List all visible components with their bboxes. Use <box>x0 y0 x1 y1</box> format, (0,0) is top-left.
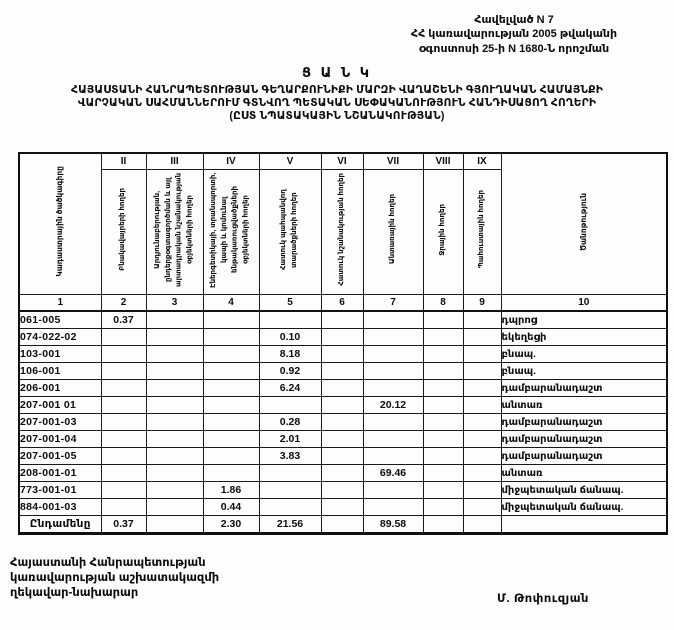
roman-VI: VI <box>321 153 363 170</box>
col-number-2: 2 <box>101 295 146 312</box>
area-value-cell <box>146 380 203 397</box>
signatory-line-1: Հայաստանի Հանրապետության <box>10 557 206 569</box>
area-value-cell <box>203 380 259 397</box>
col-header-settlement-lands: Բնակավայրերի հողեր <box>101 170 146 295</box>
table-row <box>19 465 667 482</box>
col-header-infrastructure-lands: Էներգետիկայի, տրանսպորտի, կապի և կոմունալ ենթակառուցվածքների օբյեկտների հողեր <box>203 170 259 295</box>
total-label-cell: Ընդամենը <box>19 516 101 534</box>
appendix-line-2: ՀՀ կառավարության 2005 թվականի <box>410 28 618 41</box>
area-value-cell <box>101 363 146 380</box>
area-value-cell <box>423 414 463 431</box>
appendix-line-1: Հավելված N 7 <box>474 14 554 26</box>
area-value-cell <box>463 414 501 431</box>
table-row <box>19 311 667 329</box>
table-row <box>19 397 667 414</box>
table-body <box>19 311 667 534</box>
roman-VII: VII <box>363 153 423 170</box>
cadastral-code-cell: 106-001 <box>19 363 101 380</box>
area-value-cell <box>321 499 363 516</box>
col-number-4: 4 <box>203 295 259 312</box>
area-value-cell <box>321 380 363 397</box>
area-value-cell <box>363 499 423 516</box>
table-row <box>19 431 667 448</box>
area-value-cell <box>463 311 501 329</box>
area-value-cell <box>101 380 146 397</box>
area-value-cell: 0.10 <box>259 329 321 346</box>
area-value-cell <box>101 414 146 431</box>
area-value-cell <box>146 499 203 516</box>
table-row <box>19 482 667 499</box>
area-value-cell <box>203 311 259 329</box>
area-value-cell <box>363 311 423 329</box>
area-value-cell <box>146 311 203 329</box>
area-value-cell: 3.83 <box>259 448 321 465</box>
area-value-cell <box>203 465 259 482</box>
note-cell <box>501 516 667 534</box>
area-value-cell <box>363 414 423 431</box>
area-value-cell <box>423 431 463 448</box>
area-value-cell: 2.30 <box>203 516 259 534</box>
area-value-cell <box>259 465 321 482</box>
area-value-cell <box>203 363 259 380</box>
cadastral-code-cell: 207-001-03 <box>19 414 101 431</box>
area-value-cell <box>363 380 423 397</box>
area-value-cell <box>321 311 363 329</box>
area-value-cell <box>146 363 203 380</box>
area-value-cell <box>259 397 321 414</box>
area-value-cell: 21.56 <box>259 516 321 534</box>
area-value-cell <box>423 380 463 397</box>
note-cell: դամբարանադաշտ <box>501 431 667 448</box>
area-value-cell <box>203 414 259 431</box>
note-cell: միջպետական ճանապ. <box>501 482 667 499</box>
appendix-line-3: օգոստոսի 25-ի N 1680-Ն որոշման <box>418 42 610 55</box>
area-value-cell <box>101 329 146 346</box>
note-cell: անտառ <box>501 397 667 414</box>
signatory-line-2: կառավարության աշխատակազմի <box>10 571 220 584</box>
area-value-cell: 2.01 <box>259 431 321 448</box>
area-value-cell <box>423 516 463 534</box>
area-value-cell <box>203 329 259 346</box>
area-value-cell <box>463 448 501 465</box>
note-cell: բնապ. <box>501 363 667 380</box>
area-value-cell: 0.44 <box>203 499 259 516</box>
area-value-cell <box>423 499 463 516</box>
col-number-8: 8 <box>423 295 463 312</box>
roman-numeral-row <box>19 153 667 170</box>
area-value-cell: 0.92 <box>259 363 321 380</box>
note-cell: եկեղեցի <box>501 329 667 346</box>
area-value-cell <box>363 363 423 380</box>
area-value-cell <box>146 346 203 363</box>
area-value-cell <box>363 448 423 465</box>
cadastral-code-cell: 773-001-01 <box>19 482 101 499</box>
subtitle-line-3: (ԸՍՏ ՆՊԱՏԱԿԱՅԻՆ ՆՇԱՆԱԿՈՒԹՅԱՆ) <box>229 110 445 123</box>
area-value-cell <box>423 363 463 380</box>
cadastral-code-cell: 206-001 <box>19 380 101 397</box>
note-cell: բնապ. <box>501 346 667 363</box>
area-value-cell <box>363 346 423 363</box>
area-value-cell <box>321 482 363 499</box>
col-number-5: 5 <box>259 295 321 312</box>
area-value-cell <box>259 311 321 329</box>
note-cell: դամբարանադաշտ <box>501 380 667 397</box>
col-header-cadastral-code: Կադաստրային ծածկագիրը <box>19 153 101 295</box>
col-number-3: 3 <box>146 295 203 312</box>
area-value-cell <box>101 397 146 414</box>
area-value-cell: 0.28 <box>259 414 321 431</box>
note-cell: անտառ <box>501 465 667 482</box>
area-value-cell <box>321 363 363 380</box>
roman-V: V <box>259 153 321 170</box>
area-value-cell <box>321 448 363 465</box>
area-value-cell <box>101 448 146 465</box>
total-row <box>19 516 667 534</box>
col-number-7: 7 <box>363 295 423 312</box>
note-cell: դպրոց <box>501 311 667 329</box>
area-value-cell <box>321 329 363 346</box>
area-value-cell <box>463 516 501 534</box>
table-row <box>19 329 667 346</box>
area-value-cell <box>463 397 501 414</box>
col-number-1: 1 <box>19 295 101 312</box>
table-row <box>19 363 667 380</box>
cadastral-code-cell: 884-001-03 <box>19 499 101 516</box>
table-row <box>19 346 667 363</box>
area-value-cell <box>363 329 423 346</box>
area-value-cell <box>146 448 203 465</box>
area-value-cell <box>321 346 363 363</box>
area-value-cell <box>321 397 363 414</box>
roman-VIII: VIII <box>423 153 463 170</box>
column-number-row <box>19 295 667 312</box>
area-value-cell <box>101 499 146 516</box>
area-value-cell <box>101 431 146 448</box>
cadastral-code-cell: 208-001-01 <box>19 465 101 482</box>
col-header-water-lands: Ջրային հողեր <box>423 170 463 295</box>
area-value-cell: 20.12 <box>363 397 423 414</box>
area-value-cell <box>146 465 203 482</box>
area-value-cell: 1.86 <box>203 482 259 499</box>
area-value-cell: 0.37 <box>101 516 146 534</box>
area-value-cell <box>146 397 203 414</box>
area-value-cell <box>146 516 203 534</box>
col-header-industrial-lands: Արդյունաբերության, ընդերքօգտագործման և այլ արտադրական նշանակության օբյեկտների հողեր <box>146 170 203 295</box>
area-value-cell <box>423 311 463 329</box>
area-value-cell <box>203 346 259 363</box>
cadastral-code-cell: 061-005 <box>19 311 101 329</box>
area-value-cell <box>146 414 203 431</box>
area-value-cell <box>101 465 146 482</box>
note-cell: միջպետական ճանապ. <box>501 499 667 516</box>
area-value-cell <box>363 482 423 499</box>
col-number-10: 10 <box>501 295 667 312</box>
area-value-cell <box>101 346 146 363</box>
table-row <box>19 448 667 465</box>
roman-II: II <box>101 153 146 170</box>
signatory-title-block <box>10 556 219 601</box>
area-value-cell: 8.18 <box>259 346 321 363</box>
col-header-reserve-lands: Պահուստային հողեր <box>463 170 501 295</box>
area-value-cell <box>146 431 203 448</box>
area-value-cell <box>146 329 203 346</box>
area-value-cell <box>463 431 501 448</box>
col-number-6: 6 <box>321 295 363 312</box>
area-value-cell: 89.58 <box>363 516 423 534</box>
area-value-cell <box>321 516 363 534</box>
cadastral-code-cell: 207-001-05 <box>19 448 101 465</box>
note-cell: դամբարանադաշտ <box>501 414 667 431</box>
document-subtitle <box>0 84 674 124</box>
cadastral-code-cell: 074-022-02 <box>19 329 101 346</box>
area-value-cell: 0.37 <box>101 311 146 329</box>
area-value-cell <box>101 482 146 499</box>
subtitle-line-1: ՀԱՅԱՍՏԱՆԻ ՀԱՆՐԱՊԵՏՈՒԹՅԱՆ ԳԵՂԱՐՔՈՒՆԻՔԻ ՄԱՐԶԻ ՎԱՂԱՇԵՆԻ ԳՅՈՒՂԱԿԱՆ ՀԱՄԱՅՆՔԻ <box>71 84 603 96</box>
subtitle-line-2: ՎԱՐՉԱԿԱՆ ՍԱՀՄԱՆՆԵՐՈՒՄ ԳՏՆՎՈՂ ՊԵՏԱԿԱՆ ՍԵՓԱԿԱՆՈՒԹՅՈՒՆ ՀԱՆԴԻՍԱՑՈՂ ՀՈՂԵՐԻ <box>77 97 597 110</box>
area-value-cell <box>463 482 501 499</box>
area-value-cell <box>203 397 259 414</box>
col-header-note: Ծանոթություն <box>501 153 667 295</box>
col-header-forest-lands: Անտառային հողեր <box>363 170 423 295</box>
table-row <box>19 380 667 397</box>
area-value-cell <box>423 482 463 499</box>
col-header-protected-lands: Հատուկ պահպանվող տարածքների հողեր <box>259 170 321 295</box>
area-value-cell <box>423 346 463 363</box>
area-value-cell <box>321 431 363 448</box>
area-value-cell <box>463 363 501 380</box>
col-header-special-purpose-lands: Հատուկ նշանակության հողեր <box>321 170 363 295</box>
cadastral-code-cell: 207-001 01 <box>19 397 101 414</box>
area-value-cell <box>463 346 501 363</box>
roman-IX: IX <box>463 153 501 170</box>
area-value-cell <box>203 448 259 465</box>
area-value-cell <box>423 465 463 482</box>
roman-III: III <box>146 153 203 170</box>
table-row <box>19 414 667 431</box>
area-value-cell: 69.46 <box>363 465 423 482</box>
table-row <box>19 499 667 516</box>
land-parcels-table <box>18 152 668 535</box>
area-value-cell <box>321 414 363 431</box>
cadastral-code-cell: 103-001 <box>19 346 101 363</box>
area-value-cell <box>463 465 501 482</box>
signatory-name: Մ. Թոփուզյան <box>497 593 589 605</box>
area-value-cell <box>423 448 463 465</box>
area-value-cell <box>146 482 203 499</box>
area-value-cell <box>259 482 321 499</box>
area-value-cell: 6.24 <box>259 380 321 397</box>
area-value-cell <box>321 465 363 482</box>
area-value-cell <box>463 329 501 346</box>
cadastral-code-cell: 207-001-04 <box>19 431 101 448</box>
area-value-cell <box>259 499 321 516</box>
area-value-cell <box>363 431 423 448</box>
col-number-9: 9 <box>463 295 501 312</box>
area-value-cell <box>203 431 259 448</box>
appendix-header <box>364 13 664 56</box>
document-title: Ց Ա Ն Կ <box>301 65 373 80</box>
area-value-cell <box>463 499 501 516</box>
signatory-line-3: ղեկավար-նախարար <box>10 586 139 599</box>
area-value-cell <box>463 380 501 397</box>
area-value-cell <box>423 397 463 414</box>
note-cell: դամբարանադաշտ <box>501 448 667 465</box>
area-value-cell <box>423 329 463 346</box>
roman-IV: IV <box>203 153 259 170</box>
